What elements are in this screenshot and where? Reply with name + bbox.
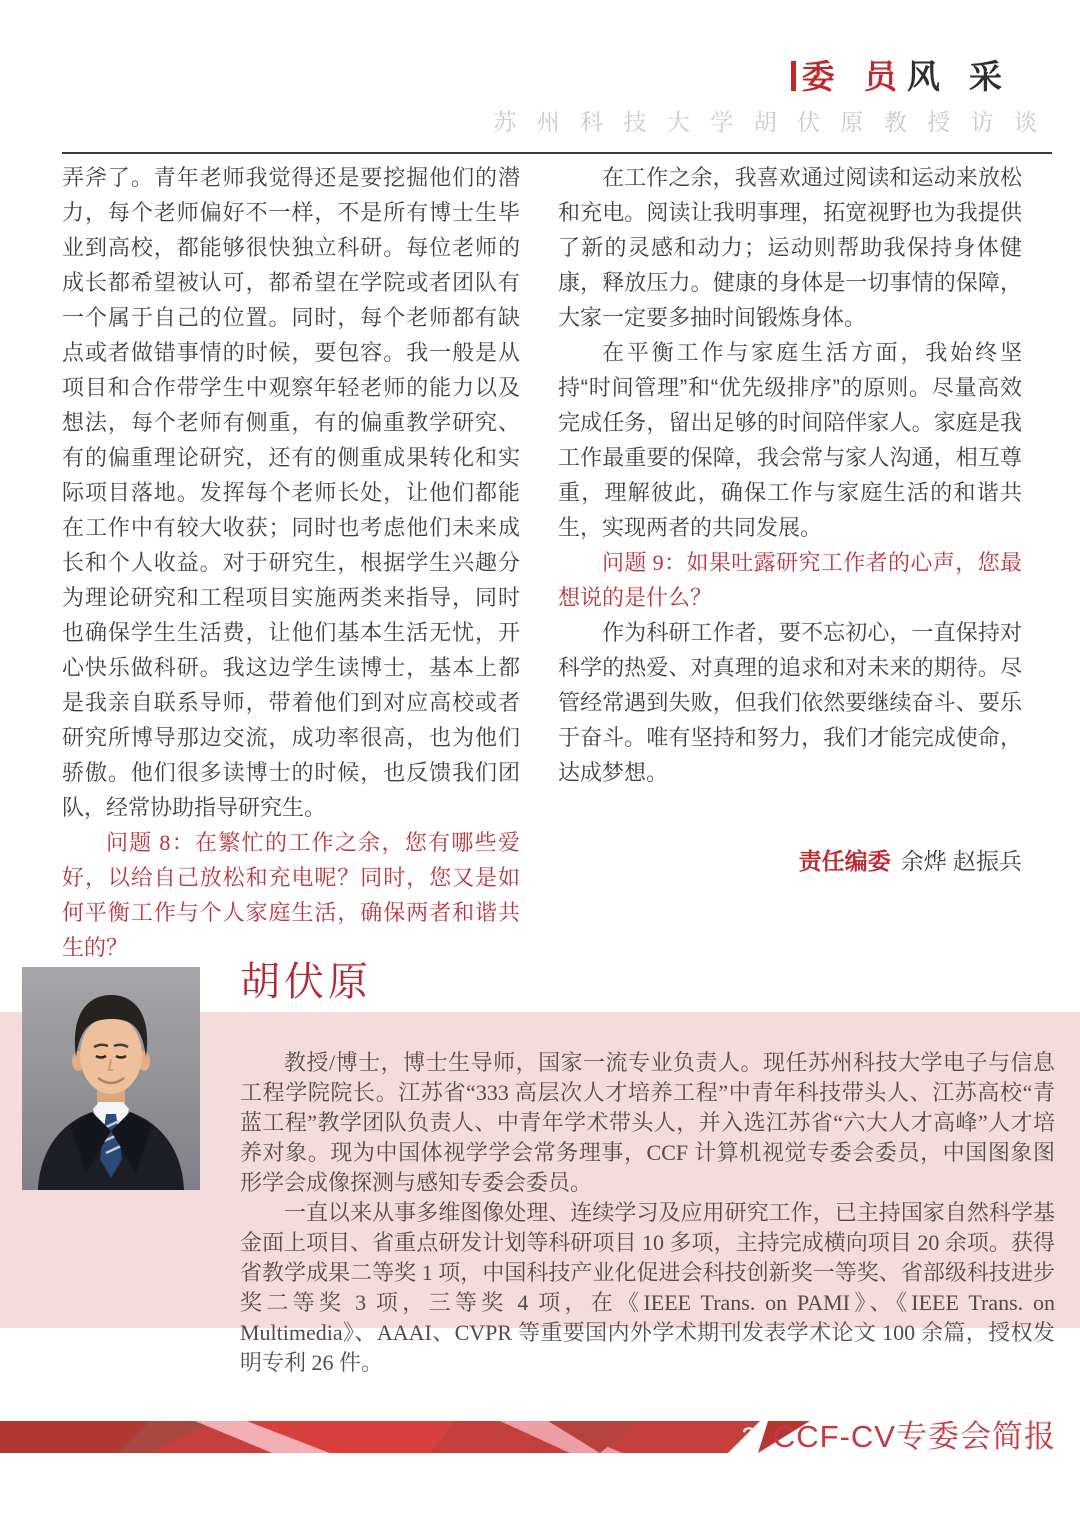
bio-paragraph-1: 教授/博士，博士生导师，国家一流专业负责人。现任苏州科技大学电子与信息工程学院院长。江苏省“333 高层次人才培养工程”中青年科技带头人、江苏高校“青蓝工程”教学团队负责人、中青年学术带头人，并入选江苏省“六大人才高峰”人才培养对象。现为中国体视学学会常务理事，CCF 计算机视觉专委会委员，中国图象图形学会成像探测与感知专委会委员。 — [240, 1050, 1055, 1195]
professor-name: 胡伏原 — [240, 960, 372, 1004]
answer-8-paragraph-1: 在工作之余，我喜欢通过阅读和运动来放松和充电。阅读让我明事理，拓宽视野也为我提供了新的灵感和动力；运动则帮助我保持身体健康，释放压力。健康的身体是一切事情的保障，大家一定要多抽时间锻炼身体。 — [558, 165, 1022, 330]
bio-paragraph-2: 一直以来从事多维图像处理、连续学习及应用研究工作，已主持国家自然科学基金面上项目、省重点研发计划等科研项目 10 多项，主持完成横向项目 20 余项。获得省教学成果二等奖 1 项，中国科技产业化促进会科技创新奖一等奖、省部级科技进步奖二等奖 3 项，三等奖 4 项，在《IEEE Trans. on PAMI》、《IEEE Trans. on Multimedia》、AAAI、CVPR 等重要国内外学术期刊发表学术论文 100 余篇，授权发明专利 26 件。 — [240, 1200, 1055, 1375]
answer-8-paragraph-2: 在平衡工作与家庭生活方面，我始终坚持“时间管理”和“优先级排序”的原则。尽量高效完成任务，留出足够的时间陪伴家人。家庭是我工作最重要的保障，我会常与家人沟通，相互尊重，理解彼此，确保工作与家庭生活的和谐共生，实现两者的共同发展。 — [558, 340, 1022, 540]
answer-9: 作为科研工作者，要不忘初心，一直保持对科学的热爱、对真理的追求和对未来的期待。尽管经常遇到失败，但我们依然要继续奋斗、要乐于奋斗。唯有坚持和努力，我们才能完成使命，达成梦想。 — [558, 620, 1022, 785]
professor-bio — [240, 1048, 1055, 1378]
section-title-red: 委 员 — [801, 58, 907, 95]
answer-7-continued: 弄斧了。青年老师我觉得还是要挖掘他们的潜力，每个老师偏好不一样，不是所有博士生毕业到高校，都能够很快独立科研。每位老师的成长都希望被认可，都希望在学院或者团队有一个属于自己的位置。同时，每个老师都有缺点或者做错事情的时候，要包容。我一般是从项目和合作带学生中观察年轻老师的能力以及想法，每个老师有侧重，有的偏重教学研究、有的偏重理论研究，还有的侧重成果转化和实际项目落地。发挥每个老师长处，让他们都能在工作中有较大收获；同时也考虑他们未来成长和个人收益。对于研究生，根据学生兴趣分为理论研究和工程项目实施两类来指导，同时也确保学生生活费，让他们基本生活无忧，开心快乐做科研。我这边学生读博士，基本上都是我亲自联系导师，带着他们到对应高校或者研究所博导那边交流，成功率很高，也为他们骄傲。他们很多读博士的时候，也反馈我们团队，经常协助指导研究生。 — [62, 165, 520, 820]
interview-subtitle: 苏 州 科 技 大 学 胡 伏 原 教 授 访 谈 — [493, 109, 1044, 135]
article-right-column — [558, 160, 1022, 876]
article-left-column — [62, 160, 520, 965]
newsletter-title: CCF-CV专委会简报 — [772, 1419, 1056, 1454]
red-accent-bar — [791, 61, 796, 91]
editor-names: 余烨 赵振兵 — [900, 848, 1022, 874]
question-8: 问题 8：在繁忙的工作之余，您有哪些爱好，以给自己放松和充电呢？同时，您又是如何平衡工作与个人家庭生活，确保两者和谐共生的？ — [62, 830, 520, 960]
editor-credit — [558, 846, 1022, 876]
section-title — [791, 58, 1012, 96]
section-title-dark: 风 采 — [906, 58, 1012, 95]
editor-label: 责任编委 — [798, 848, 891, 874]
page-number: 3 — [741, 1422, 757, 1452]
professor-photo — [22, 967, 200, 1190]
question-9: 问题 9：如果吐露研究工作者的心声，您最想说的是什么？ — [558, 550, 1022, 610]
header-divider — [62, 152, 1052, 154]
